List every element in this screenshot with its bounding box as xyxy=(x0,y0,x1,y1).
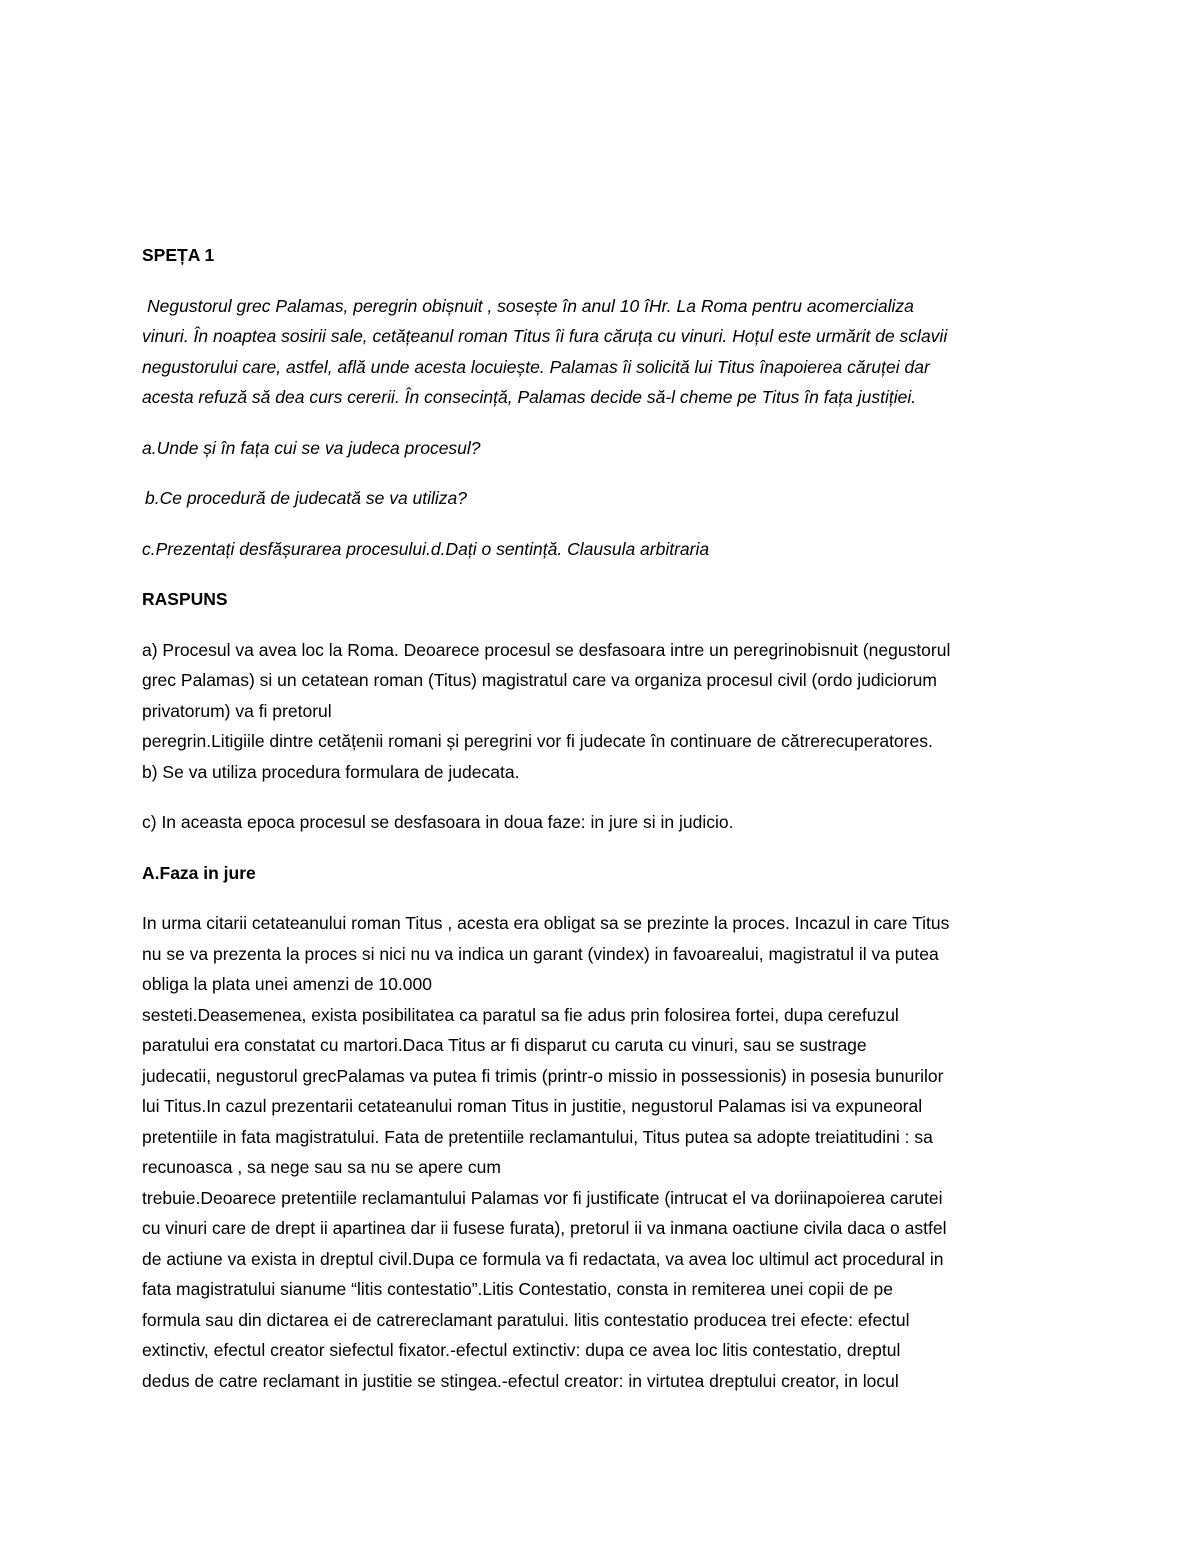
problem-line: acesta refuză să dea curs cererii. În consecință, Palamas decide să-l cheme pe Titus în fața justiției. xyxy=(142,387,917,407)
phase-line: paratului era constatat cu martori.Daca Titus ar fi disparut cu caruta cu vinuri, sau se sustrage xyxy=(142,1035,867,1055)
answer-line: privatorum) va fi pretorul xyxy=(142,700,332,721)
phase-line: nu se va prezenta la proces si nici nu va indica un garant (vindex) in favoarealui, magistratul il va putea xyxy=(142,943,939,964)
problem-statement xyxy=(142,291,1067,413)
document-body xyxy=(142,240,1067,1396)
phase-line: pretentiile in fata magistratului. Fata de pretentiile reclamantului, Titus putea sa adopte treiatitudini : sa xyxy=(142,1126,933,1147)
answer-line: peregrin.Litigiile dintre cetățenii romani și peregrini vor fi judecate în continuare de cătrerecuperatores. xyxy=(142,731,933,751)
problem-line: negustorului care, astfel, află unde acesta locuiește. Palamas îi solicită lui Titus înapoierea căruței dar xyxy=(142,356,930,377)
phase-body xyxy=(142,908,1067,1396)
answer-line: a) Procesul va avea loc la Roma. Deoarece procesul se desfasoara intre un peregrinobisnuit (negustorul xyxy=(142,639,951,660)
phase-line: In urma citarii cetateanului roman Titus , acesta era obligat sa se prezinte la proces. Incazul in care Titus xyxy=(142,913,950,933)
phase-line: trebuie.Deoarece pretentiile reclamantului Palamas vor fi justificate (intrucat el va doriinapoierea carutei xyxy=(142,1187,943,1208)
case-title: SPEȚA 1 xyxy=(142,245,215,265)
question-c-d: c.Prezentați desfășurarea procesului.d.Dați o sentință. Clausula arbitraria xyxy=(142,538,710,559)
phase-line: recunoasca , sa nege sau sa nu se apere cum xyxy=(142,1157,501,1177)
phase-line: cu vinuri care de drept ii apartinea dar ii fusese furata), pretorul ii va inmana oactiune civila daca o astfel xyxy=(142,1218,947,1238)
phase-line: fata magistratului sianume “litis contestatio”.Litis Contestatio, consta in remiterea unei copii de pe xyxy=(142,1279,893,1299)
problem-line: vinuri. În noaptea sosirii sale, cetățeanul roman Titus îi fura căruța cu vinuri. Hoțul este urmărit de sclavii xyxy=(142,326,948,346)
phase-title: A.Faza in jure xyxy=(142,862,256,883)
answer-title: RASPUNS xyxy=(142,589,228,609)
phase-line: de actiune va exista in dreptul civil.Dupa ce formula va fi redactata, va avea loc ultimul act procedural in xyxy=(142,1248,944,1269)
phase-line: sesteti.Deasemenea, exista posibilitatea ca paratul sa fie adus prin folosirea fortei, dupa cerefuzul xyxy=(142,1004,899,1025)
question-a: a.Unde și în fața cui se va judeca procesul? xyxy=(142,437,481,458)
answer-line: b) Se va utiliza procedura formulara de judecata. xyxy=(142,761,520,782)
phase-line: obliga la plata unei amenzi de 10.000 xyxy=(142,974,432,994)
answer-a-b xyxy=(142,635,1067,788)
phase-line: formula sau din dictarea ei de catrereclamant paratului. litis contestatio producea trei efecte: efectul xyxy=(142,1309,910,1330)
answer-line: grec Palamas) si un cetatean roman (Titus) magistratul care va organiza procesul civil (ordo judiciorum xyxy=(142,670,937,690)
answer-c: c) In aceasta epoca procesul se desfasoara in doua faze: in jure si in judicio. xyxy=(142,812,734,832)
problem-line: Negustorul grec Palamas, peregrin obișnuit , sosește în anul 10 îHr. La Roma pentru acomercializa xyxy=(147,295,914,316)
phase-line: lui Titus.In cazul prezentarii cetateanului roman Titus in justitie, negustorul Palamas isi va expuneoral xyxy=(142,1096,923,1116)
phase-line: extinctiv, efectul creator siefectul fixator.-efectul extinctiv: dupa ce avea loc litis contestatio, dreptul xyxy=(142,1340,901,1360)
phase-line: dedus de catre reclamant in justitie se stingea.-efectul creator: in virtutea dreptului creator, in locul xyxy=(142,1370,899,1391)
question-b: b.Ce procedură de judecată se va utiliza? xyxy=(145,488,468,508)
phase-line: judecatii, negustorul grecPalamas va putea fi trimis (printr-o missio in possessionis) in posesia bunurilor xyxy=(142,1065,944,1086)
